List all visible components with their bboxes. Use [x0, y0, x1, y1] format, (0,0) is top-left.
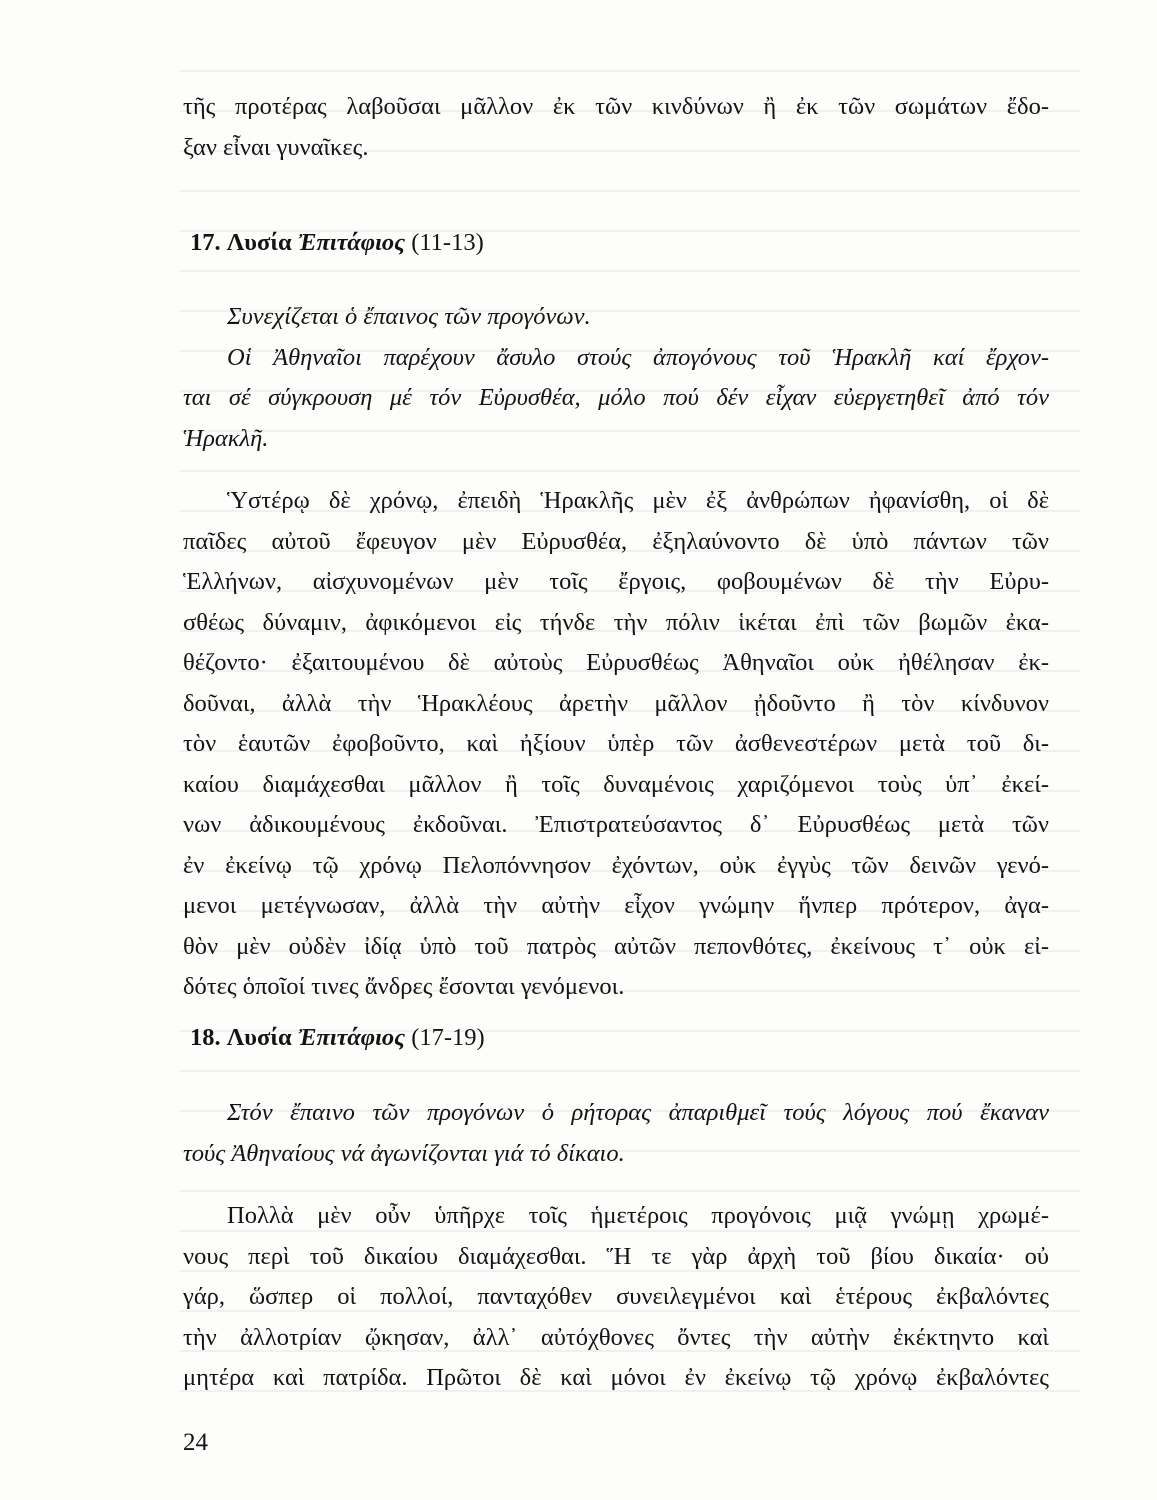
section-work: Ἐπιτάφιος [297, 1024, 406, 1051]
text-line: Ἑλλήνων, αἰσχυνομένων μὲν τοῖς ἔργοις, φοβουμένων δὲ τὴν Εὐρυ- [183, 568, 1049, 595]
text-line: σθέως δύναμιν, ἀφικόμενοι εἰς τήνδε τὴν πόλιν ἱκέται ἐπὶ τῶν βωμῶν ἐκα- [183, 608, 1049, 636]
section-range: (11-13) [411, 229, 484, 256]
text-line: Ὑστέρῳ δὲ χρόνῳ, ἐπειδὴ Ἡρακλῆς μὲν ἐξ ἀνθρώπων ἠφανίσθη, οἱ δὲ [227, 487, 1049, 514]
text-line: νους περὶ τοῦ δικαίου διαμάχεσθαι. Ἥ τε γὰρ ἀρχὴ τοῦ βίου δικαία· οὐ [183, 1242, 1049, 1270]
continuation-paragraph [183, 87, 1049, 168]
summary-line: Ἡρακλῆ. [183, 424, 269, 452]
text-line: τὸν ἑαυτῶν ἐφοβοῦντο, καὶ ἠξίουν ὑπὲρ τῶν ἀσθενεστέρων μετὰ τοῦ δι- [183, 730, 1049, 757]
summary-line: ται σέ σύγκρουση μέ τόν Εὐρυσθέα, μόλο πού δέν εἶχαν εὐεργετηθεῖ ἀπό τόν [183, 384, 1049, 411]
section-17-summary [183, 297, 1049, 459]
page-number: 24 [183, 1429, 208, 1456]
section-number: 17. [190, 229, 221, 256]
text-line: ἐν ἐκείνῳ τῷ χρόνῳ Πελοπόννησον ἐχόντων, οὐκ ἐγγὺς τῶν δεινῶν γενό- [183, 851, 1049, 879]
text-line: δότες ὁποῖοί τινες ἄνδρες ἔσονται γενόμενοι. [183, 973, 625, 1000]
summary-line: Οἱ Ἀθηναῖοι παρέχουν ἄσυλο στούς ἀπογόνους τοῦ Ἡρακλῆ καί ἔρχον- [227, 343, 1049, 371]
section-17-heading [190, 228, 484, 258]
section-18-heading [190, 1023, 485, 1053]
text-line: παῖδες αὐτοῦ ἔφευγον μὲν Εὐρυσθέα, ἐξηλαύνοντο δὲ ὑπὸ πάντων τῶν [183, 527, 1049, 555]
section-number: 18. [190, 1024, 221, 1051]
text-line: Πολλὰ μὲν οὖν ὑπῆρχε τοῖς ἡμετέροις προγόνοις μιᾷ γνώμῃ χρωμέ- [227, 1202, 1049, 1229]
text-line: γάρ, ὥσπερ οἱ πολλοί, πανταχόθεν συνειλεγμένοι καὶ ἑτέρους ἐκβαλόντες [183, 1283, 1049, 1310]
text-line: μητέρα καὶ πατρίδα. Πρῶτοι δὲ καὶ μόνοι ἐν ἐκείνῳ τῷ χρόνῳ ἐκβαλόντες [183, 1364, 1049, 1391]
text-line: καίου διαμάχεσθαι μᾶλλον ἢ τοῖς δυναμένοις χαριζόμενοι τοὺς ὑπ᾽ ἐκεί- [183, 770, 1049, 798]
text-line: δοῦναι, ἀλλὰ τὴν Ἡρακλέους ἀρετὴν μᾶλλον ᾐδοῦντο ἢ τὸν κίνδυνον [183, 689, 1049, 717]
summary-line: Συνεχίζεται ὁ ἔπαινος τῶν προγόνων. [227, 303, 591, 330]
summary-line: τούς Ἀθηναίους νά ἀγωνίζονται γιά τό δίκαιο. [183, 1139, 625, 1167]
summary-line: Στόν ἔπαινο τῶν προγόνων ὁ ρήτορας ἀπαριθμεῖ τούς λόγους πού ἔκαναν [227, 1099, 1049, 1126]
section-work: Ἐπιτάφιος [297, 229, 406, 256]
text-line: νων ἀδικουμένους ἐκδοῦναι. Ἐπιστρατεύσαντος δ᾽ Εὐρυσθέως μετὰ τῶν [183, 811, 1049, 838]
text-line: θέζοντο· ἐξαιτουμένου δὲ αὐτοὺς Εὐρυσθέως Ἀθηναῖοι οὐκ ἠθέλησαν ἐκ- [183, 649, 1049, 676]
section-18-summary [183, 1093, 1049, 1174]
section-author: Λυσία [226, 1024, 292, 1051]
text-line: μενοι μετέγνωσαν, ἀλλὰ τὴν αὐτὴν εἶχον γνώμην ἥνπερ πρότερον, ἀγα- [183, 892, 1049, 919]
text-line: τὴν ἀλλοτρίαν ᾤκησαν, ἀλλ᾽ αὐτόχθονες ὄντες τὴν αὐτὴν ἐκέκτηντο καὶ [183, 1323, 1049, 1351]
text-line: θὸν μὲν οὐδὲν ἰδίᾳ ὑπὸ τοῦ πατρὸς αὐτῶν πεπονθότες, ἐκείνους τ᾽ οὐκ εἰ- [183, 932, 1049, 960]
continuation-line: ξαν εἶναι γυναῖκες. [183, 133, 369, 161]
continuation-line: τῆς προτέρας λαβοῦσαι μᾶλλον ἐκ τῶν κινδύνων ἢ ἐκ τῶν σωμάτων ἔδο- [183, 93, 1049, 120]
section-range: (17-19) [411, 1024, 485, 1051]
section-author: Λυσία [226, 229, 292, 256]
section-18-text [183, 1196, 1049, 1399]
section-17-text [183, 481, 1049, 1008]
